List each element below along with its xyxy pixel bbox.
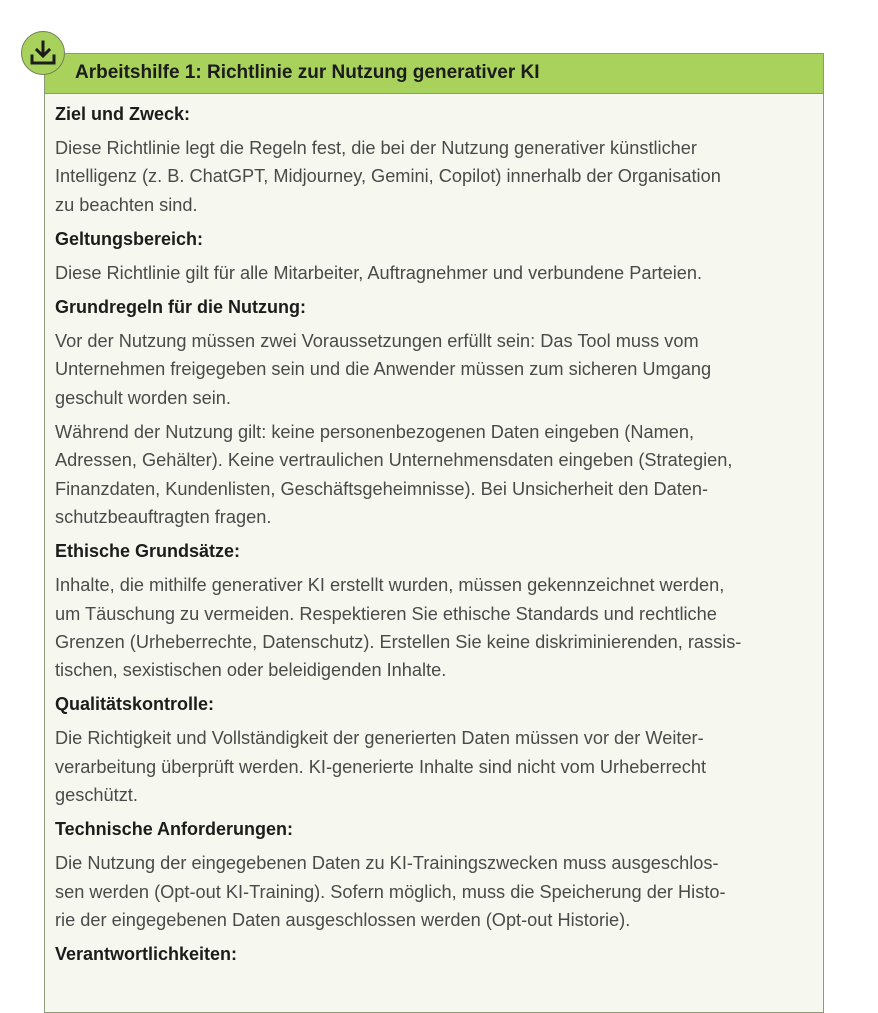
- section-paragraph: [55, 134, 813, 219]
- paragraph-line: rie der eingegebenen Daten ausgeschlossen werden (Opt-out Historie).: [55, 909, 631, 930]
- section-paragraph: [55, 418, 813, 531]
- paragraph-line: um Täuschung zu vermeiden. Respektieren Sie ethische Standards und rechtliche: [55, 603, 717, 624]
- section-heading: Grundregeln für die Nutzung:: [55, 297, 306, 318]
- section-paragraph: [55, 849, 813, 934]
- paragraph-line: verarbeitung überprüft werden. KI-generierte Inhalte sind nicht vom Urheberrecht: [55, 756, 707, 777]
- paragraph-line: Grenzen (Urheberrechte, Datenschutz). Erstellen Sie keine diskriminierenden, rassis-: [55, 631, 742, 652]
- paragraph-line: geschützt.: [55, 785, 138, 806]
- section-heading: Ziel und Zweck:: [55, 104, 191, 124]
- box-header: [45, 54, 823, 94]
- paragraph-line: Vor der Nutzung müssen zwei Voraussetzungen erfüllt sein: Das Tool muss vom: [55, 331, 699, 352]
- paragraph-line: zu beachten sind.: [55, 194, 198, 215]
- box-title: Arbeitshilfe 1: Richtlinie zur Nutzung generativer KI: [75, 62, 540, 83]
- paragraph-line: Die Richtigkeit und Vollständigkeit der generierten Daten müssen vor der Weiter-: [55, 728, 704, 749]
- paragraph-line: Diese Richtlinie gilt für alle Mitarbeiter, Auftragnehmer und verbundene Parteien.: [55, 262, 703, 283]
- paragraph-line: Finanzdaten, Kundenlisten, Geschäftsgeheimnisse). Bei Unsicherheit den Daten-: [55, 478, 709, 499]
- section-heading: Qualitätskontrolle:: [55, 694, 215, 715]
- paragraph-line: Diese Richtlinie legt die Regeln fest, die bei der Nutzung generativer künstlicher: [55, 138, 697, 158]
- paragraph-line: Unternehmen freigegeben sein und die Anwender müssen zum sicheren Umgang: [55, 359, 712, 380]
- section-heading: Ethische Grundsätze:: [55, 541, 241, 562]
- paragraph-line: tischen, sexistischen oder beleidigenden Inhalte.: [55, 660, 447, 681]
- paragraph-line: schutzbeauftragten fragen.: [55, 506, 272, 527]
- download-icon[interactable]: [21, 31, 65, 75]
- section-heading: Technische Anforderungen:: [55, 819, 294, 840]
- section-heading: Verantwortlichkeiten:: [55, 944, 238, 965]
- paragraph-line: Während der Nutzung gilt: keine personenbezogenen Daten eingeben (Namen,: [55, 422, 695, 443]
- box-content: [45, 94, 823, 968]
- paragraph-line: geschult worden sein.: [55, 387, 231, 408]
- section-heading: Geltungsbereich:: [55, 228, 204, 249]
- paragraph-line: Adressen, Gehälter). Keine vertraulichen Unternehmensdaten eingeben (Strategien,: [55, 450, 733, 471]
- section-paragraph: [55, 571, 813, 684]
- section-paragraph: [55, 327, 813, 412]
- paragraph-line: Die Nutzung der eingegebenen Daten zu KI-Trainingszwecken muss ausgeschlos-: [55, 853, 719, 874]
- guideline-box: [44, 53, 824, 1013]
- paragraph-line: Inhalte, die mithilfe generativer KI erstellt wurden, müssen gekennzeichnet werden,: [55, 575, 725, 596]
- section-paragraph: [55, 724, 813, 809]
- paragraph-line: Intelligenz (z. B. ChatGPT, Midjourney, Gemini, Copilot) innerhalb der Organisation: [55, 166, 721, 187]
- section-paragraph: [55, 259, 813, 287]
- paragraph-line: sen werden (Opt-out KI-Training). Sofern möglich, muss die Speicherung der Histo-: [55, 881, 726, 902]
